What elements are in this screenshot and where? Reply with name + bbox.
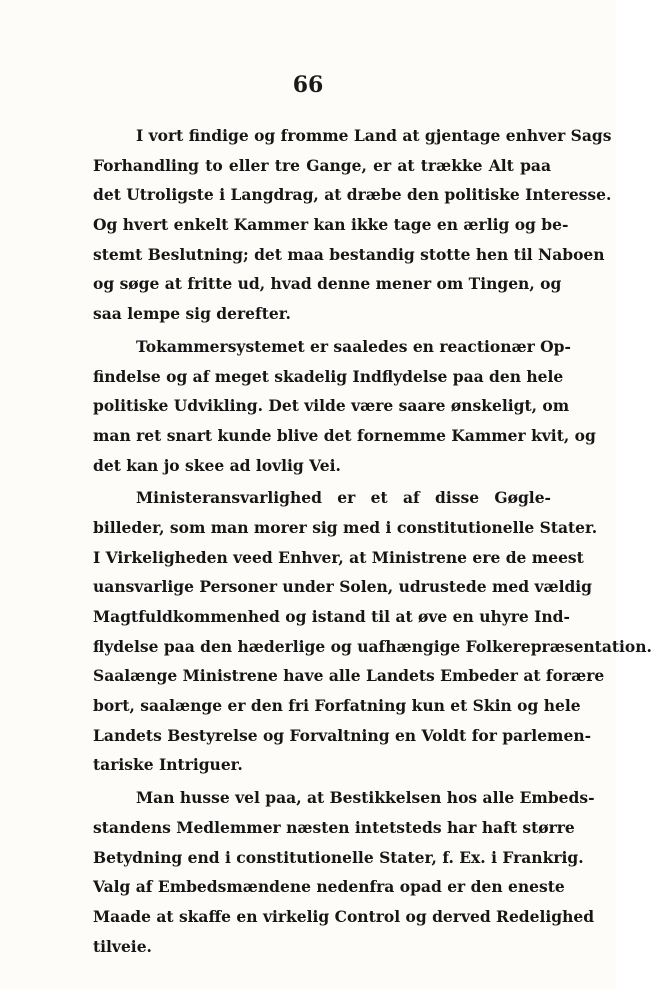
page-number: 66 <box>292 72 324 98</box>
paragraph-4 <box>93 783 595 961</box>
paragraph-2 <box>93 332 596 480</box>
text-line: flydelse paa den hæderlige og uafhængige Folkerepræsentation. <box>93 636 652 656</box>
text-line: tariske Intriguer. <box>93 755 243 775</box>
body-text <box>93 121 652 961</box>
text-line: billeder, som man morer sig med i constitutionelle Stater. <box>93 517 598 537</box>
text-line: og søge at fritte ud, hvad denne mener om Tingen, og <box>93 274 562 294</box>
text-line: Magtfuldkommenhed og istand til at øve en uhyre Ind- <box>93 607 570 626</box>
text-line: Og hvert enkelt Kammer kan ikke tage en ærlig og be- <box>93 215 569 235</box>
text-line: Man husse vel paa, at Bestikkelsen hos alle Embeds- <box>136 788 595 808</box>
text-line: bort, saalænge er den fri Forfatning kun et Skin og hele <box>93 696 581 716</box>
text-line: uansvarlige Personer under Solen, udrustede med vældig <box>93 577 593 597</box>
text-line: man ret snart kunde blive det fornemme Kammer kvit, og <box>93 425 596 445</box>
paragraph-1 <box>93 121 612 329</box>
text-line: I vort findige og fromme Land at gjentage enhver Sags <box>136 126 612 145</box>
text-line: standens Medlemmer næsten intetsteds har haft større <box>93 817 575 837</box>
text-line: Valg af Embedsmændene nedenfra opad er den eneste <box>93 877 565 897</box>
text-line: Tokammersystemet er saaledes en reactionær Op- <box>136 336 571 356</box>
text-line: Forhandling to eller tre Gange, er at trække Alt paa <box>93 155 551 175</box>
text-line: saa lempe sig derefter. <box>93 304 291 324</box>
text-line: Ministeransvarlighed er et af disse Gøgle- <box>136 488 551 508</box>
text-line: det kan jo skee ad lovlig Vei. <box>93 455 341 475</box>
text-line: stemt Beslutning; det maa bestandig stotte hen til Naboen <box>93 244 605 264</box>
text-line: Landets Bestyrelse og Forvaltning en Voldt for parlemen- <box>93 725 592 745</box>
paragraph-3 <box>93 483 652 780</box>
text-line: findelse og af meget skadelig Indflydelse paa den hele <box>93 366 564 386</box>
text-line: Betydning end i constitutionelle Stater, f. Ex. i Frankrig. <box>93 847 584 867</box>
text-line: politiske Udvikling. Det vilde være saare ønskeligt, om <box>93 396 570 416</box>
text-line: tilveie. <box>93 936 152 956</box>
text-line: det Utroligste i Langdrag, at dræbe den politiske Interesse. <box>93 185 612 205</box>
text-line: I Virkeligheden veed Enhver, at Ministrene ere de meest <box>93 547 584 567</box>
text-line: Maade at skaffe en virkelig Control og derved Redelighed <box>93 906 595 926</box>
text-line: Saalænge Ministrene have alle Landets Embeder at forære <box>93 666 605 686</box>
